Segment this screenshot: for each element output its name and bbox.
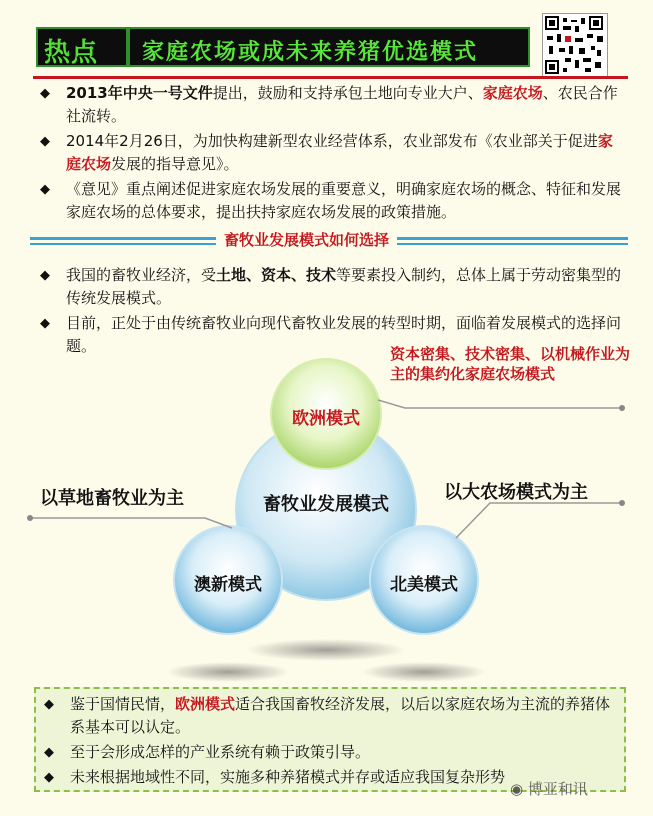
shadow xyxy=(362,662,486,682)
bullet-diamond-icon: ◆ xyxy=(44,697,54,712)
list-item: ◆ 《意见》重点阐述促进家庭农场发展的重要意义，明确家庭农场的概念、特征和发展家庭农场的总体要求，提出扶持家庭农场发展的政策措施。 xyxy=(40,180,622,221)
connector-dot xyxy=(619,500,625,506)
europe-label: 欧洲模式 xyxy=(292,409,360,429)
list-item: ◆ 未来根据地域性不同，实施多种养猪模式并存或适应我国复杂形势 xyxy=(44,766,614,789)
connector-dot xyxy=(27,515,33,521)
bullet-diamond-icon: ◆ xyxy=(44,745,54,760)
connector-line xyxy=(378,400,622,408)
bullet-diamond-icon: ◆ xyxy=(40,134,50,149)
section-heading: 畜牧业发展模式如何选择 xyxy=(216,229,397,251)
anz-label: 澳新模式 xyxy=(194,575,262,595)
bullet-diamond-icon: ◆ xyxy=(40,86,50,101)
list-item: ◆ 2013年中央一号文件提出，鼓励和支持承包土地向专业大户、家庭农场、农民合作社流转。 xyxy=(40,84,618,125)
list-item: ◆ 目前，正处于由传统畜牧业向现代畜牧业发展的转型时期，面临着发展模式的选择问题。 xyxy=(40,314,622,355)
bullet-diamond-icon: ◆ xyxy=(40,268,50,283)
europe-callout: 资本密集、技术密集、以机械作业为主的集约化家庭农场模式 xyxy=(390,345,631,383)
anz-callout: 以草地畜牧业为主 xyxy=(40,488,184,509)
connector-dot xyxy=(619,405,625,411)
na-callout: 以大农场模式为主 xyxy=(444,482,588,503)
list-item: ◆ 我国的畜牧业经济，受土地、资本、技术等要素投入制约，总体上属于劳动密集型的传统发展模式。 xyxy=(40,266,622,307)
connector-line xyxy=(30,518,232,528)
bullet-diamond-icon: ◆ xyxy=(40,316,50,331)
conclusion-box xyxy=(34,687,626,792)
chat-bubble-icon: ◉ xyxy=(510,780,524,798)
page-title: 家庭农场或成未来养猪优选模式 xyxy=(142,39,479,65)
shadow xyxy=(246,639,406,661)
hot-label: 热点 xyxy=(44,38,99,68)
list-item: ◆ 2014年2月26日，为加快构建新型农业经营体系，农业部发布《农业部关于促进家庭农场发展的指导意见》。 xyxy=(40,132,613,173)
watermark: ◉ 博亚和讯 xyxy=(510,780,588,798)
list-item: ◆ 至于会形成怎样的产业系统有赖于政策引导。 xyxy=(44,741,614,764)
connector-line xyxy=(456,503,622,538)
list-item: ◆ 鉴于国情民情，欧洲模式适合我国畜牧经济发展，以后以家庭农场为主流的养猪体系基本可以认定。 xyxy=(44,695,611,736)
bullet-diamond-icon: ◆ xyxy=(44,770,54,785)
center-label: 畜牧业发展模式 xyxy=(263,494,389,515)
shadow xyxy=(166,662,290,682)
bullet-diamond-icon: ◆ xyxy=(40,182,50,197)
na-label: 北美模式 xyxy=(390,575,458,595)
